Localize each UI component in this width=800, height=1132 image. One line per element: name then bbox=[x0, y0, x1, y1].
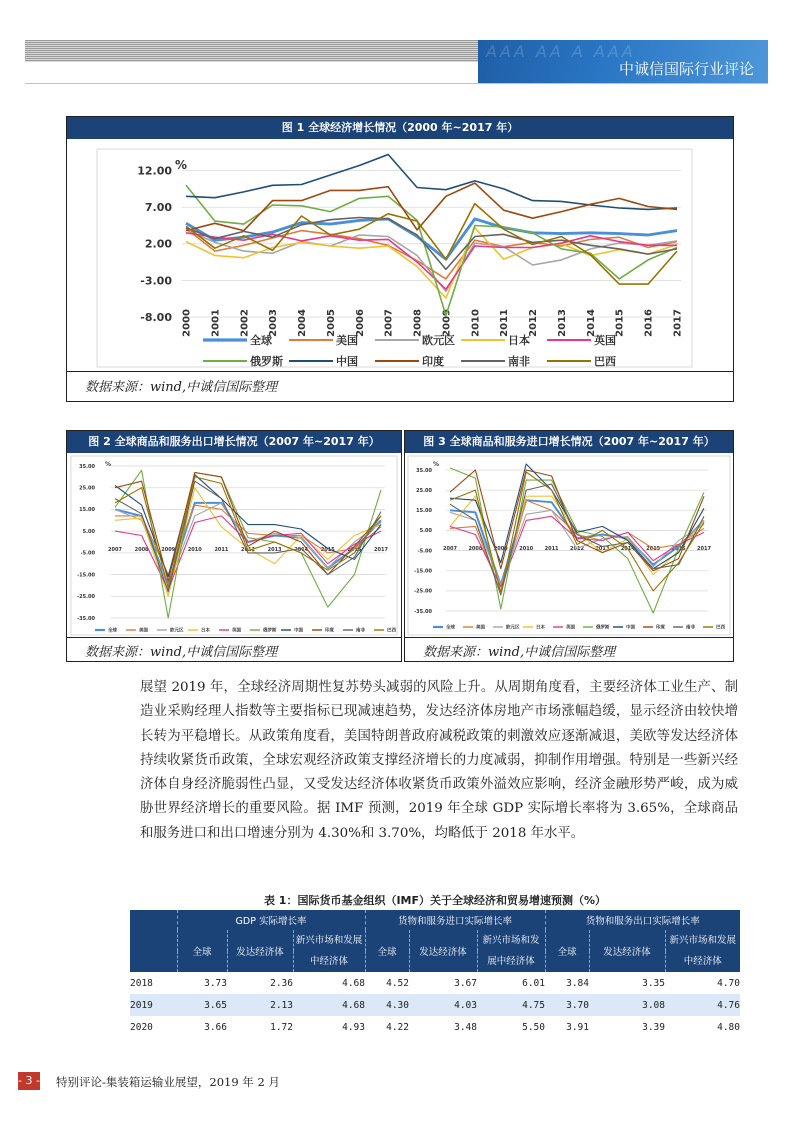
table-cell: 4.68 bbox=[342, 999, 365, 1011]
legend-label: 南非 bbox=[508, 355, 530, 369]
x-tick-label: 2014 bbox=[294, 547, 309, 553]
y-tick-label: -35.00 bbox=[77, 615, 95, 622]
x-tick-label: 2005 bbox=[325, 309, 337, 337]
table-cell: 5.50 bbox=[522, 1021, 545, 1033]
table-cell: 6.01 bbox=[522, 977, 545, 989]
legend-label: 中国 bbox=[294, 628, 303, 634]
figure-3-source: 数据来源：wind,中诚信国际整理 bbox=[423, 645, 616, 660]
table-subheader: 新兴市场和发展中经济体 bbox=[293, 930, 365, 972]
legend-label: 美国 bbox=[476, 625, 485, 631]
y-tick-label: -25.00 bbox=[77, 594, 95, 601]
x-tick-label: 2010 bbox=[470, 309, 482, 337]
x-tick-label: 2016 bbox=[643, 309, 655, 337]
table-cell: 4.68 bbox=[342, 977, 365, 989]
table-cell: 3.67 bbox=[454, 977, 477, 989]
x-tick-label: 2015 bbox=[614, 309, 626, 337]
table-row bbox=[130, 972, 740, 994]
x-tick-label: 2008 bbox=[468, 546, 483, 552]
table-cell: 3.84 bbox=[566, 977, 589, 989]
y-tick-label: 5.00 bbox=[419, 528, 432, 535]
legend-label: 美国 bbox=[139, 628, 148, 634]
y-tick-label: 5.00 bbox=[82, 528, 95, 535]
x-tick-label: 2017 bbox=[672, 309, 684, 337]
table-group-header: 货物和服务出口实际增长率 bbox=[545, 910, 740, 930]
x-tick-label: 2012 bbox=[528, 309, 540, 337]
table-subheader: 全球 bbox=[545, 930, 589, 972]
y-tick-label: 7.00 bbox=[144, 201, 172, 215]
table-subheader: 全球 bbox=[365, 930, 409, 972]
figure-1-source: 数据来源：wind,中诚信国际整理 bbox=[85, 380, 278, 395]
table-cell: 3.73 bbox=[204, 977, 227, 989]
figure-3 bbox=[404, 430, 734, 662]
x-tick-label: 2010 bbox=[519, 546, 534, 552]
legend-label: 印度 bbox=[656, 625, 665, 631]
legend-label: 欧元区 bbox=[422, 334, 455, 348]
x-tick-label: 2015 bbox=[646, 546, 661, 552]
table-cell: 4.75 bbox=[522, 999, 545, 1011]
x-tick-label: 2010 bbox=[187, 547, 202, 553]
x-tick-label: 2011 bbox=[214, 547, 229, 553]
table-cell: 4.70 bbox=[717, 977, 740, 989]
legend-label: 俄罗斯 bbox=[596, 625, 610, 631]
table-group-header: 货物和服务进口实际增长率 bbox=[365, 910, 545, 930]
figure-2-chart bbox=[67, 453, 401, 638]
table-cell: 3.65 bbox=[204, 999, 227, 1011]
table-cell-year: 2019 bbox=[130, 999, 153, 1011]
legend-label: 欧元区 bbox=[170, 628, 184, 634]
table-subheader: 全球 bbox=[177, 930, 227, 972]
x-tick-label: 2000 bbox=[181, 309, 193, 337]
table-cell: 1.72 bbox=[270, 1021, 293, 1033]
legend-label: 美国 bbox=[336, 334, 358, 348]
legend-label: 南非 bbox=[356, 628, 365, 634]
figure-1-chart bbox=[67, 139, 733, 372]
x-tick-label: 2009 bbox=[493, 546, 508, 552]
x-tick-label: 2013 bbox=[267, 547, 282, 553]
table-cell: 3.48 bbox=[454, 1021, 477, 1033]
y-tick-label: 15.00 bbox=[79, 507, 95, 514]
table-title: 表 1：国际货币基金组织（IMF）关于全球经济和贸易增速预测（%） bbox=[263, 894, 607, 907]
table-cell: 4.22 bbox=[386, 1021, 409, 1033]
legend-label: 印度 bbox=[422, 355, 444, 369]
x-tick-label: 2012 bbox=[570, 546, 584, 552]
x-tick-label: 2013 bbox=[556, 309, 568, 337]
y-tick-label: -5.00 bbox=[417, 548, 432, 555]
legend-label: 俄罗斯 bbox=[263, 628, 277, 634]
legend-label: 英国 bbox=[594, 334, 616, 348]
legend-label: 全球 bbox=[446, 625, 455, 631]
x-tick-label: 2017 bbox=[697, 546, 711, 552]
legend-label: 俄罗斯 bbox=[250, 355, 283, 369]
table-subheader: 发达经济体 bbox=[227, 930, 293, 972]
x-tick-label: 2016 bbox=[347, 547, 362, 553]
series-line-印度 bbox=[115, 473, 381, 582]
legend-label: 南非 bbox=[686, 625, 695, 631]
x-tick-label: 2011 bbox=[499, 309, 511, 337]
legend-label: 巴西 bbox=[716, 625, 725, 631]
x-tick-label: 2004 bbox=[297, 309, 309, 337]
y-tick-label: -5.00 bbox=[80, 550, 95, 557]
table-cell: 2.13 bbox=[270, 999, 293, 1011]
footer-text: 特别评论-集装箱运输业展望，2019 年 2 月 bbox=[56, 1075, 280, 1089]
y-axis-label: % bbox=[105, 461, 112, 468]
table-cell: 3.08 bbox=[642, 999, 665, 1011]
table-cell-year: 2018 bbox=[130, 977, 153, 989]
legend-label: 日本 bbox=[536, 625, 545, 631]
body-paragraph: 展望 2019 年，全球经济周期性复苏势头减弱的风险上升。从周期角度看，主要经济体工业生产、制造业采购经理人指数等主要指标已现减速趋势，发达经济体房地产市场涨幅趋缓，显示经济由较快增长转为平稳增长。从政策角度看，美国特朗普政府减税政策的刺激效应逐渐减退，美欧等发达经济体持续收紧货币政策，全球宏观经济政策支撑经济增长的力度减弱，抑制作用增强。特别是一些新兴经济体自身经济脆弱性凸显，又受发达经济体收紧货币政策外溢效应影响，经济金融形势严峻，成为威胁世界经济增长的重要风险。据 IMF 预测，2019 年全球 GDP 实际增长率将为 3.65%，全球商品和服务进口和出口增速分别为 4.30%和 3.70%，均略低于 2018 年水平。 bbox=[140, 680, 738, 841]
table-cell: 3.91 bbox=[566, 1021, 589, 1033]
y-tick-label: -15.00 bbox=[414, 568, 432, 575]
table-cell: 4.80 bbox=[717, 1021, 740, 1033]
x-tick-label: 2014 bbox=[585, 309, 597, 337]
legend-label: 巴西 bbox=[594, 355, 616, 369]
table-corner-cell bbox=[130, 910, 177, 972]
legend-label: 中国 bbox=[336, 355, 358, 369]
figure-2-source: 数据来源：wind,中诚信国际整理 bbox=[85, 645, 278, 660]
y-tick-label: -35.00 bbox=[414, 608, 432, 615]
y-tick-label: 35.00 bbox=[79, 463, 95, 470]
x-tick-label: 2007 bbox=[383, 309, 395, 337]
table-row bbox=[130, 994, 740, 1016]
figure-2-title: 图 2 全球商品和服务出口增长情况（2007 年~2017 年） bbox=[67, 431, 401, 453]
legend-label: 全球 bbox=[108, 628, 117, 634]
header-title: 中诚信国际行业评论 bbox=[618, 60, 754, 78]
x-tick-label: 2009 bbox=[441, 309, 453, 337]
table-cell: 4.30 bbox=[386, 999, 409, 1011]
page-number: - 3 - bbox=[18, 1072, 40, 1090]
y-tick-label: 25.00 bbox=[416, 487, 432, 494]
y-tick-label: 12.00 bbox=[137, 164, 172, 178]
x-tick-label: 2001 bbox=[210, 309, 222, 337]
x-tick-label: 2015 bbox=[320, 547, 335, 553]
legend-label: 全球 bbox=[250, 334, 272, 348]
x-tick-label: 2014 bbox=[620, 546, 635, 552]
x-tick-label: 2008 bbox=[134, 547, 149, 553]
table-cell: 3.66 bbox=[204, 1021, 227, 1033]
legend-label: 英国 bbox=[232, 628, 241, 634]
table-cell: 4.93 bbox=[342, 1021, 365, 1033]
header-divider bbox=[25, 83, 768, 84]
figure-2 bbox=[66, 430, 402, 662]
legend-label: 日本 bbox=[201, 628, 210, 634]
table-subheader: 新兴市场和发展中经济体 bbox=[665, 930, 740, 972]
table-subheader: 新兴市场和发展中经济体 bbox=[477, 930, 545, 972]
table-subheader: 发达经济体 bbox=[409, 930, 477, 972]
table-cell: 4.52 bbox=[386, 977, 409, 989]
x-tick-label: 2006 bbox=[354, 309, 366, 337]
x-tick-label: 2016 bbox=[671, 546, 686, 552]
y-axis-label: % bbox=[433, 461, 440, 468]
series-line-俄罗斯 bbox=[115, 470, 381, 618]
y-axis-label: % bbox=[175, 158, 188, 172]
y-tick-label: -15.00 bbox=[77, 572, 95, 579]
table-row bbox=[130, 1016, 740, 1038]
x-tick-label: 2008 bbox=[412, 309, 424, 337]
x-tick-label: 2003 bbox=[268, 309, 280, 337]
table-cell-year: 2020 bbox=[130, 1021, 153, 1033]
y-tick-label: 25.00 bbox=[79, 485, 95, 492]
header-banner bbox=[478, 40, 768, 84]
y-tick-label: -25.00 bbox=[414, 588, 432, 595]
y-tick-label: -3.00 bbox=[140, 274, 172, 288]
table-subheader: 发达经济体 bbox=[589, 930, 665, 972]
figure-3-title: 图 3 全球商品和服务进口增长情况（2007 年~2017 年） bbox=[405, 431, 733, 453]
figure-1 bbox=[66, 116, 734, 402]
figure-1-title: 图 1 全球经济增长情况（2000 年~2017 年） bbox=[67, 117, 733, 139]
y-tick-label: 35.00 bbox=[416, 467, 432, 474]
y-tick-label: 2.00 bbox=[144, 237, 172, 251]
x-tick-label: 2017 bbox=[374, 547, 388, 553]
imf-forecast-table bbox=[130, 910, 740, 1038]
x-tick-label: 2013 bbox=[595, 546, 610, 552]
legend-label: 英国 bbox=[566, 625, 575, 631]
y-tick-label: 15.00 bbox=[416, 508, 432, 515]
legend-label: 印度 bbox=[325, 628, 334, 634]
table-cell: 3.39 bbox=[642, 1021, 665, 1033]
plot-frame bbox=[71, 456, 397, 635]
x-tick-label: 2002 bbox=[239, 309, 251, 337]
table-cell: 4.03 bbox=[454, 999, 477, 1011]
legend-label: 日本 bbox=[508, 334, 530, 348]
series-line-俄罗斯 bbox=[186, 185, 677, 315]
table-group-header: GDP 实际增长率 bbox=[177, 910, 365, 930]
header-deco-watermark: AAA AA A AAA bbox=[486, 42, 636, 61]
legend-label: 巴西 bbox=[387, 628, 396, 634]
x-tick-label: 2007 bbox=[443, 546, 457, 552]
y-tick-label: -8.00 bbox=[140, 310, 172, 324]
table-cell: 4.76 bbox=[717, 999, 740, 1011]
legend-label: 中国 bbox=[626, 625, 635, 631]
figure-3-chart bbox=[405, 453, 733, 638]
x-tick-label: 2007 bbox=[108, 547, 122, 553]
x-tick-label: 2012 bbox=[241, 547, 255, 553]
table-cell: 3.35 bbox=[642, 977, 665, 989]
legend-label: 欧元区 bbox=[506, 625, 520, 631]
table-cell: 3.70 bbox=[566, 999, 589, 1011]
x-tick-label: 2009 bbox=[161, 547, 176, 553]
x-tick-label: 2011 bbox=[544, 546, 559, 552]
table-cell: 2.36 bbox=[270, 977, 293, 989]
